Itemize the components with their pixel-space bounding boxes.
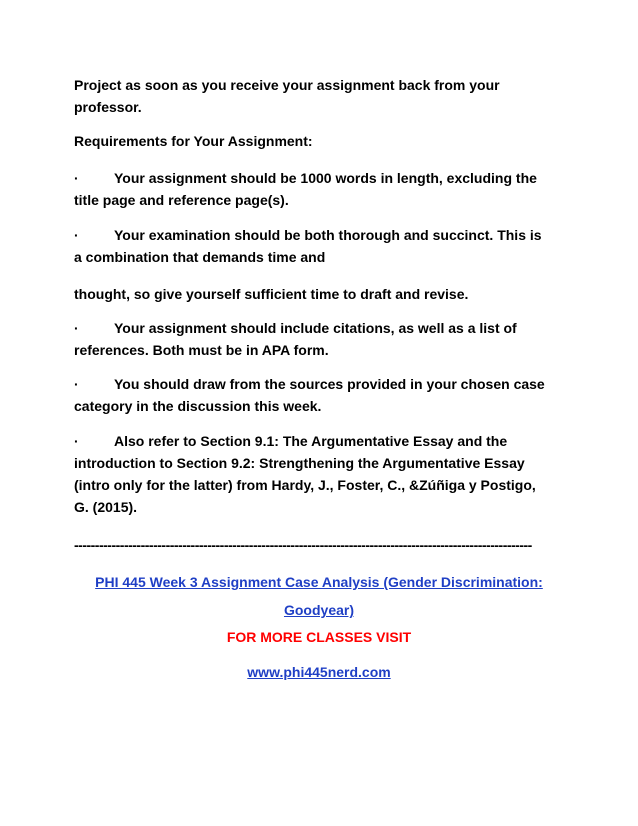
dashed-divider: --------------------------------------------------------------------------------------------------------------: [74, 537, 532, 553]
bullet-marker: ·: [74, 433, 79, 449]
bullet-5-line-1: Also refer to Section 9.1: The Argumentative Essay and the: [114, 433, 508, 449]
bullet-4-line-2: category in the discussion this week.: [74, 398, 322, 414]
bullet-5-line-2: introduction to Section 9.2: Strengthening the Argumentative Essay: [74, 455, 525, 471]
requirement-bullet-2-continued: [74, 283, 564, 305]
bullet-2-line-1: Your examination should be both thorough and succinct. This is: [114, 227, 542, 243]
bullet-marker: ·: [74, 320, 79, 336]
promo-text: FOR MORE CLASSES VISIT: [226, 629, 412, 645]
requirements-heading: [74, 130, 564, 152]
requirement-bullet-5: [74, 430, 564, 518]
requirement-bullet-1: [74, 167, 564, 211]
bullet-2-line-3: thought, so give yourself sufficient time to draft and revise.: [74, 286, 469, 302]
bullet-1-line-1: Your assignment should be 1000 words in length, excluding the: [114, 170, 537, 186]
requirement-bullet-2: [74, 224, 564, 268]
website-link-block: [0, 660, 638, 684]
requirement-bullet-3: [74, 317, 564, 361]
bullet-3-line-2: references. Both must be in APA form.: [74, 342, 329, 358]
intro-line-2: professor.: [74, 99, 142, 115]
bullet-4-line-1: You should draw from the sources provided in your chosen case: [114, 376, 545, 392]
requirements-heading-text: Requirements for Your Assignment:: [74, 133, 313, 149]
course-link-line-1[interactable]: PHI 445 Week 3 Assignment Case Analysis (Gender Discrimination:: [95, 574, 543, 590]
course-link-line-2[interactable]: Goodyear): [283, 602, 354, 618]
bullet-5-line-4: G. (2015).: [74, 499, 138, 515]
bullet-3-line-1: Your assignment should include citations, as well as a list of: [114, 320, 517, 336]
intro-paragraph: [74, 74, 564, 118]
bullet-2-line-2: a combination that demands time and: [74, 249, 326, 265]
website-link[interactable]: www.phi445nerd.com: [247, 664, 391, 680]
bullet-5-line-3: (intro only for the latter) from Hardy, J., Foster, C., &Zúñiga y Postigo,: [74, 477, 536, 493]
bullet-marker: ·: [74, 170, 79, 186]
bullet-marker: ·: [74, 227, 79, 243]
course-link-block: [0, 570, 638, 622]
intro-line-1: Project as soon as you receive your assignment back from your: [74, 77, 500, 93]
bullet-1-line-2: title page and reference page(s).: [74, 192, 289, 208]
bullet-marker: ·: [74, 376, 79, 392]
requirement-bullet-4: [74, 373, 564, 417]
